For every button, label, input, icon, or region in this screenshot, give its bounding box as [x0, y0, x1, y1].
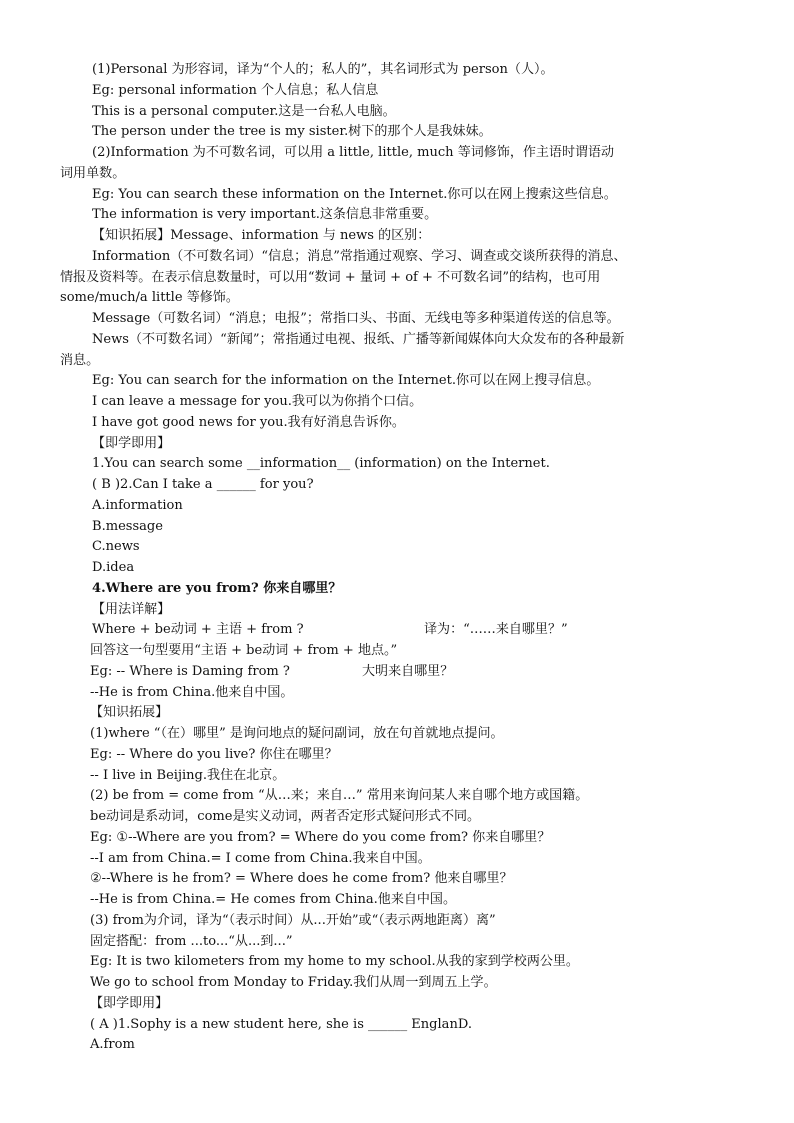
- text-line: 情报及资料等。在表示信息数量时，可以用“数词 + 量词 + of + 不可数名词”的结构，也可用: [60, 269, 601, 285]
- text-line: Eg: You can search for the information on the Internet.你可以在网上搜寻信息。: [92, 373, 600, 389]
- text-line: ②--Where is he from? = Where does he come from? 他来自哪里？: [90, 871, 513, 887]
- exercise-item: ( A )1.Sophy is a new student here, she is ______ EnglanD.: [90, 1016, 472, 1032]
- document-body: [0, 60, 794, 1056]
- text-line: The person under the tree is my sister.树下的那个人是我妹妹。: [92, 124, 492, 140]
- text-line: 消息。: [60, 352, 100, 368]
- text-line: --He is from China.= He comes from China.他来自中国。: [90, 892, 456, 907]
- text-line: Message（可数名词）“消息；电报”；常指口头、书面、无线电等多种渠道传送的信息等。: [92, 311, 620, 326]
- option-item: A.from: [90, 1037, 135, 1053]
- text-line: 固定搭配：from ...to...“从...到...”: [90, 933, 293, 949]
- text-line: 回答这一句型要用“主语 + be动词 + from + 地点。”: [90, 643, 398, 658]
- topic-heading: 4.Where are you from? 你来自哪里？: [92, 580, 342, 596]
- text-line: (2)Information 为不可数名词，可以用 a little, little, much 等词修饰，作主语时谓语动: [92, 145, 615, 160]
- section-heading: 【用法详解】: [92, 601, 171, 617]
- text-line: The information is very important.这条信息非常重要。: [92, 207, 438, 223]
- text-line: News（不可数名词）“新闻”；常指通过电视、报纸、广播等新闻媒体向大众发布的各种最新: [92, 331, 625, 347]
- section-heading: 【即学即用】: [92, 435, 171, 451]
- text-line: (3) from为介词，译为“（表示时间）从...开始”或“（表示两地距离）离”: [90, 912, 496, 928]
- option-item: C.news: [92, 539, 140, 555]
- option-item: A.information: [92, 497, 183, 513]
- text-line: Eg: personal information 个人信息；私人信息: [92, 82, 379, 98]
- exercise-item: ( B )2.Can I take a ______ for you?: [92, 477, 314, 492]
- option-item: B.message: [92, 518, 163, 534]
- section-heading: 【即学即用】: [90, 995, 169, 1011]
- text-line: --I am from China.= I come from China.我来自中国。: [90, 850, 431, 866]
- text-line: -- I live in Beijing.我住在北京。: [90, 767, 286, 783]
- text-line: Information（不可数名词）“信息；消息”常指通过观察、学习、调查或交谈所获得的消息、: [92, 248, 627, 264]
- text-line: I have got good news for you.我有好消息告诉你。: [92, 414, 405, 430]
- section-heading: 【知识拓展】: [90, 705, 169, 721]
- text-line: --He is from China.他来自中国。: [90, 684, 294, 700]
- text-line: We go to school from Monday to Friday.我们从周一到周五上学。: [90, 975, 497, 990]
- text-line: (1)Personal 为形容词，译为“个人的；私人的”，其名词形式为 person（人）。: [92, 62, 554, 77]
- text-line: 词用单数。: [60, 165, 126, 181]
- text-line: Eg: You can search these information on the Internet.你可以在网上搜索这些信息。: [92, 186, 617, 202]
- text-line: Where + be动词 + 主语 + from ? 译为：“……来自哪里？”: [92, 622, 568, 638]
- text-line: Eg: It is two kilometers from my home to my school.从我的家到学校两公里。: [90, 954, 579, 970]
- text-line: Eg: ①--Where are you from? = Where do you come from? 你来自哪里？: [90, 829, 551, 845]
- text-line: Eg: -- Where is Daming from ? 大明来自哪里？: [90, 663, 454, 679]
- text-line: (2) be from = come from “从…来；来自…” 常用来询问某人来自哪个地方或国籍。: [90, 788, 589, 804]
- section-heading: 【知识拓展】Message、information 与 news 的区别：: [92, 228, 431, 243]
- text-line: This is a personal computer.这是一台私人电脑。: [92, 103, 396, 119]
- text-line: (1)where “（在）哪里” 是询问地点的疑问副词，放在句首就地点提问。: [90, 726, 504, 741]
- text-line: I can leave a message for you.我可以为你捎个口信。: [92, 394, 423, 409]
- text-line: be动词是系动词，come是实义动词，两者否定形式疑问形式不同。: [90, 809, 481, 824]
- exercise-item: 1.You can search some __information__ (information) on the Internet.: [92, 456, 550, 472]
- option-item: D.idea: [92, 560, 135, 575]
- text-line: some/much/a little 等修饰。: [60, 290, 239, 306]
- text-line: Eg: -- Where do you live? 你住在哪里？: [90, 746, 338, 762]
